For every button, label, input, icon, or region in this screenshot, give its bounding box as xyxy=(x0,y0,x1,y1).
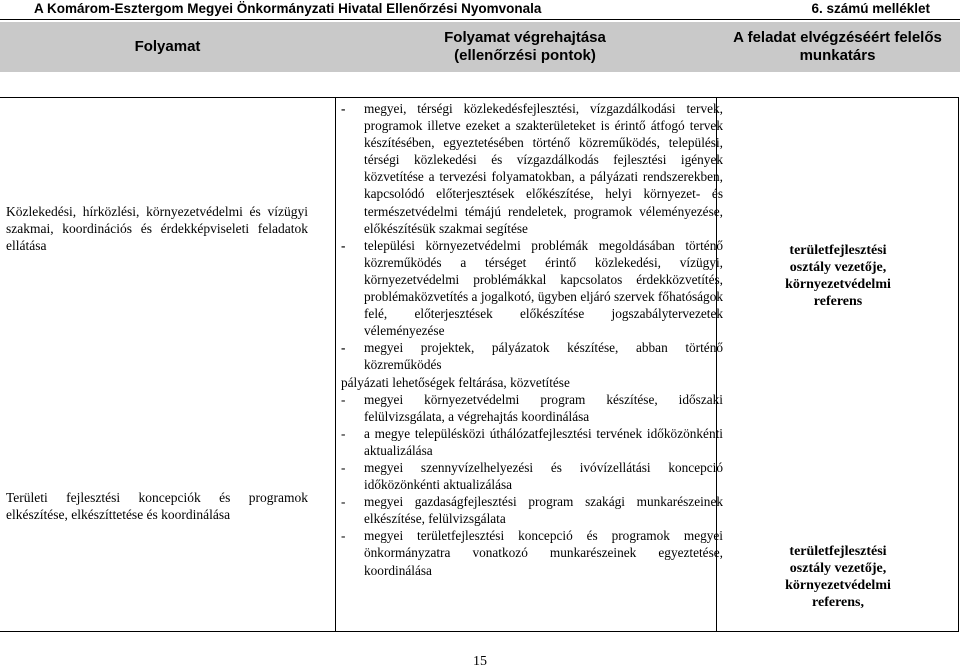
column-header-execution-line1: Folyamat végrehajtása xyxy=(444,29,606,46)
column-header-process xyxy=(0,22,335,72)
execution-item-text: megyei környezetvédelmi program készítése, időszaki felülvizsgálata, a végrehajtás koordinálása xyxy=(364,391,723,424)
header-divider xyxy=(0,19,960,20)
bullet-dash: - xyxy=(341,237,346,253)
execution-item xyxy=(341,100,723,237)
bullet-dash: - xyxy=(341,494,346,510)
execution-item xyxy=(341,391,723,425)
process-cell-2: Területi fejlesztési koncepciók és programok elkészítése, elkészíttetése és koordinálása xyxy=(6,490,308,522)
responsible-cell-2 xyxy=(716,543,960,611)
execution-item-text: a megye településközi úthálózatfejlesztési tervének időközönkénti aktualizálása xyxy=(364,425,723,458)
bullet-dash: - xyxy=(341,425,346,441)
responsible-line: referens, xyxy=(812,595,864,610)
execution-item xyxy=(341,493,723,527)
column-header-execution xyxy=(335,22,715,72)
execution-item xyxy=(341,339,723,373)
execution-item-text: megyei szennyvízelhelyezési és ivóvízellátási koncepció időközönkénti aktualizálása xyxy=(364,459,723,493)
page-number: 15 xyxy=(473,654,487,669)
responsible-line: területfejlesztési xyxy=(789,243,887,258)
annex-label: 6. számú melléklet xyxy=(811,1,930,16)
process-cell-1: Közlekedési, hírközlési, környezetvédelmi és vízügyi szakmai, koordinációs és érdekképviseleti feladatok ellátása xyxy=(6,204,308,253)
column-header-process-label: Folyamat xyxy=(134,38,201,55)
column-divider-1 xyxy=(335,97,336,631)
execution-item xyxy=(341,459,723,493)
execution-item-text: települési környezetvédelmi problémák megoldásában történő közreműködés a térséget érintő közlekedési, vízügyi, környezetvédelmi problémákkal kapcsolatos érdekközvetítés, problémaközvetítés a jogalkotó, ügyben eljáró szervek főhatóságok felé, előterjesztések előkészítése jogszabálytervezetek véleményezése xyxy=(364,237,723,339)
execution-item-text: megyei, térségi közlekedésfejlesztési, vízgazdálkodási tervek, programok illetve ezeket a szakterületeket is érintő átfogó tervek készítésében, egyeztetésében történő közreműködés, települési, térségi közlekedési és vízgazdálkodás fejlesztési igények közvetítése a tervezési folyamatokban, a pályázati rendszerekben, kapcsolódó előterjesztések előkészítése, helyi környezet- és természetvédelmi témájú rendeletek, programok véleményezése, előkészítésük szakmai segítése xyxy=(364,101,723,236)
responsible-line: osztály vezetője, xyxy=(789,260,887,275)
column-header-execution-line2: (ellenőrzési pontok) xyxy=(454,47,596,64)
bullet-dash: - xyxy=(341,459,346,475)
responsible-line: környezetvédelmi xyxy=(785,578,891,593)
execution-item-text: megyei gazdaságfejlesztési program szakági munkarészeinek elkészítése, felülvizsgálata xyxy=(364,494,723,527)
column-header-responsible-line1: A feladat elvégzéséért felelős xyxy=(733,29,942,46)
execution-item-text: pályázati lehetőségek feltárása, közvetítése xyxy=(341,374,570,390)
responsible-line: osztály vezetője, xyxy=(789,561,887,576)
bullet-dash: - xyxy=(341,101,346,116)
document-title: A Komárom-Esztergom Megyei Önkormányzati Hivatal Ellenőrzési Nyomvonala xyxy=(34,1,542,16)
execution-item-text: megyei területfejlesztési koncepció és programok megyei önkormányzatra vonatkozó munkarészeinek egyeztetése, koordinálása xyxy=(364,528,723,578)
responsible-line: környezetvédelmi xyxy=(785,277,891,292)
responsible-line: területfejlesztési xyxy=(789,544,887,559)
column-header-responsible xyxy=(715,22,960,72)
execution-item xyxy=(341,527,723,578)
column-header-responsible-line2: munkatárs xyxy=(799,47,876,64)
execution-cell xyxy=(341,100,723,579)
execution-item xyxy=(341,374,723,391)
execution-item xyxy=(341,425,723,459)
bullet-dash: - xyxy=(341,391,346,407)
bullet-dash: - xyxy=(341,528,346,544)
responsible-line: referens xyxy=(813,294,863,309)
responsible-cell-1 xyxy=(716,242,960,310)
execution-item-text: megyei projektek, pályázatok készítése, abban történő közreműködés xyxy=(364,340,723,373)
bullet-dash: - xyxy=(341,340,346,356)
execution-item xyxy=(341,237,723,340)
